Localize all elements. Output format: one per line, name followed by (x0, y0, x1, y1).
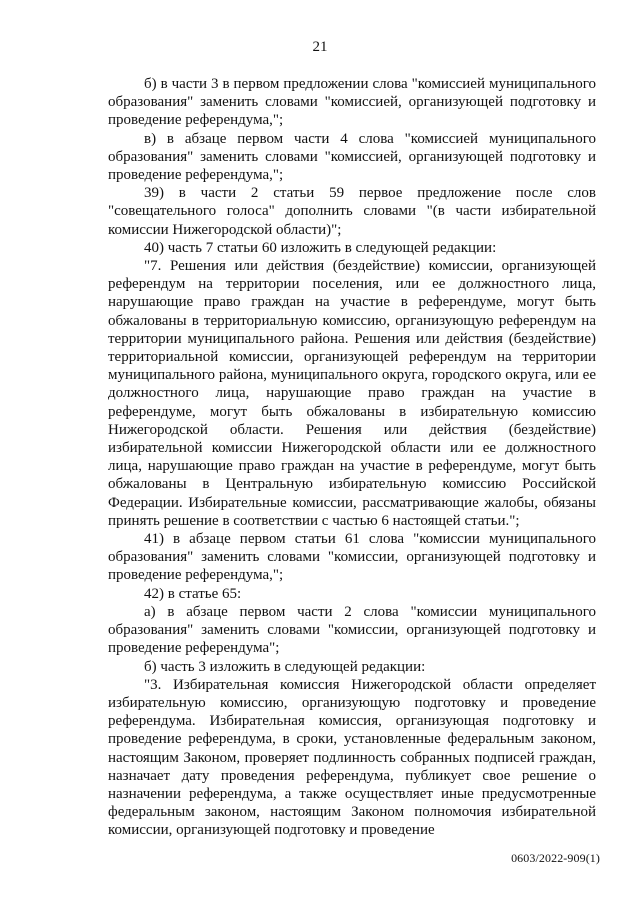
paragraph-item-40: 40) часть 7 статьи 60 изложить в следующей редакции: (144, 239, 497, 256)
paragraph-a-part2: а) в абзаце первом части 2 слова "комиссии муниципального образования" заменить словами "комиссии, организующей подготовку и проведение референдума"; (108, 603, 596, 657)
paragraph-b-part3: б) в части 3 в первом предложении слова "комиссией муниципального образования" заменить словами "комиссией, организующей подготовку и проведение референдума,"; (108, 76, 596, 129)
paragraph-v-part4: в) в абзаце первом части 4 слова "комиссией муниципального образования" заменить словами "комиссией, организующей подготовку и проведение референдума,"; (108, 130, 596, 184)
paragraph-b-part3-new: б) часть 3 изложить в следующей редакции: (144, 658, 426, 675)
document-code: 0603/2022-909(1) (511, 851, 600, 865)
document-body (108, 75, 596, 840)
paragraph-item-39: 39) в части 2 статьи 59 первое предложение после слов "совещательного голоса" дополнить словами "(в части избирательной комиссии Нижегородской области)"; (108, 185, 596, 238)
page-number: 21 (312, 39, 328, 55)
paragraph-item-41: 41) в абзаце первом статьи 61 слова "комиссии муниципального образования" заменить словами "комиссии, организующей подготовку и проведение референдума,"; (108, 531, 596, 584)
paragraph-item-42: 42) в статье 65: (144, 585, 242, 602)
paragraph-part7-text: "7. Решения или действия (бездействие) комиссии, организующей референдум на территории поселения, или ее должностного лица, нарушающие право граждан на участие в референдуме, могут быть обжалованы в территориальную комиссию, организующую референдум на территории муниципального района. Решения или действия (бездействие) территориальной комиссии, организующей референдум на территории муниципального района, муниципального округа, городского округа, или ее должностного лица, нарушающие право граждан на участие в референдуме, могут быть обжалованы в избирательную комиссию Нижегородской области. Решения или действия (бездействие) избирательной комиссии Нижегородской области или ее должностного лица, нарушающие право граждан на участие в референдуме, могут быть обжалованы в Центральную избирательную комиссию Российской Федерации. Избирательные комиссии, рассматривающие жалобы, обязаны принять решение в соответствии с частью 6 настоящей статьи."; (108, 258, 596, 529)
paragraph-part3-text: "3. Избирательная комиссия Нижегородской области определяет избирательную комиссию, организующую подготовку и проведение референдума. Избирательная комиссия, организующая подготовку и проведение референдума, в сроки, установленные федеральным законом, настоящим Законом, проверяет подлинность собранных подписей граждан, назначает дату проведения референдума, публикует свое решение о назначении референдума, а также осуществляет иные предусмотренные федеральным законом, настоящим Законом полномочия избирательной комиссии, организующей подготовку и проведение (108, 676, 596, 839)
